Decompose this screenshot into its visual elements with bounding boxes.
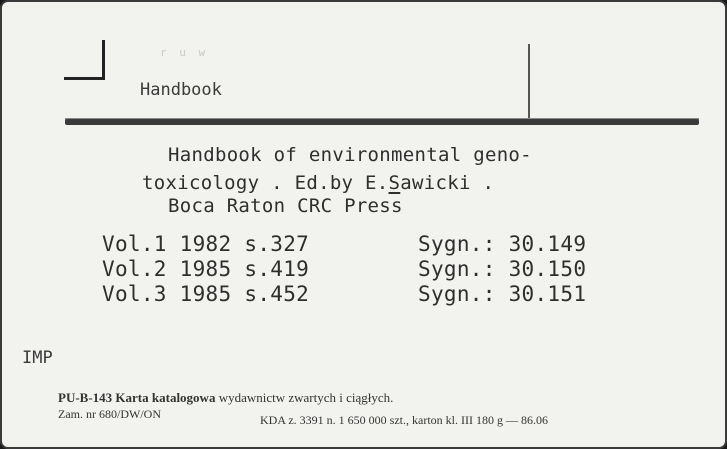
- footer-line-1: [58, 390, 393, 406]
- header-divider: [528, 44, 530, 124]
- title-line-2: [142, 172, 494, 194]
- form-code: PU-B-143: [58, 390, 113, 405]
- signature-row: Sygn.: 30.151: [418, 282, 587, 306]
- print-info: KDA z. 3391 n. 1 650 000 szt., karton kl. III 180 g — 86.06: [260, 413, 548, 427]
- volume-row: Vol.1 1982 s.327: [102, 232, 310, 256]
- signature-row: Sygn.: 30.150: [418, 257, 587, 281]
- volume-row: Vol.3 1985 s.452: [102, 282, 310, 306]
- order-number: Zam. nr 680/DW/ON: [58, 407, 161, 421]
- title-line-2-pre: toxicology . Ed.by E.: [142, 172, 389, 194]
- publisher-line: Boca Raton CRC Press: [168, 195, 403, 217]
- title-line-2-post: awicki .: [400, 172, 495, 194]
- title-line-1: Handbook of environmental geno-: [168, 144, 532, 166]
- title-line-2-underlined: S: [388, 172, 401, 194]
- volume-row: Vol.2 1985 s.419: [102, 257, 310, 281]
- corner-mark-vertical: [102, 40, 105, 80]
- faint-header-text: r u w: [160, 46, 209, 59]
- form-subtitle: wydawnictw zwartych i ciągłych.: [218, 390, 394, 405]
- heading-rule: [65, 119, 699, 125]
- form-title: Karta katalogowa: [115, 390, 216, 405]
- imp-mark: IMP: [22, 348, 53, 368]
- subject-heading: Handbook: [140, 80, 222, 100]
- corner-mark-horizontal: [64, 77, 105, 80]
- signature-row: Sygn.: 30.149: [418, 232, 587, 256]
